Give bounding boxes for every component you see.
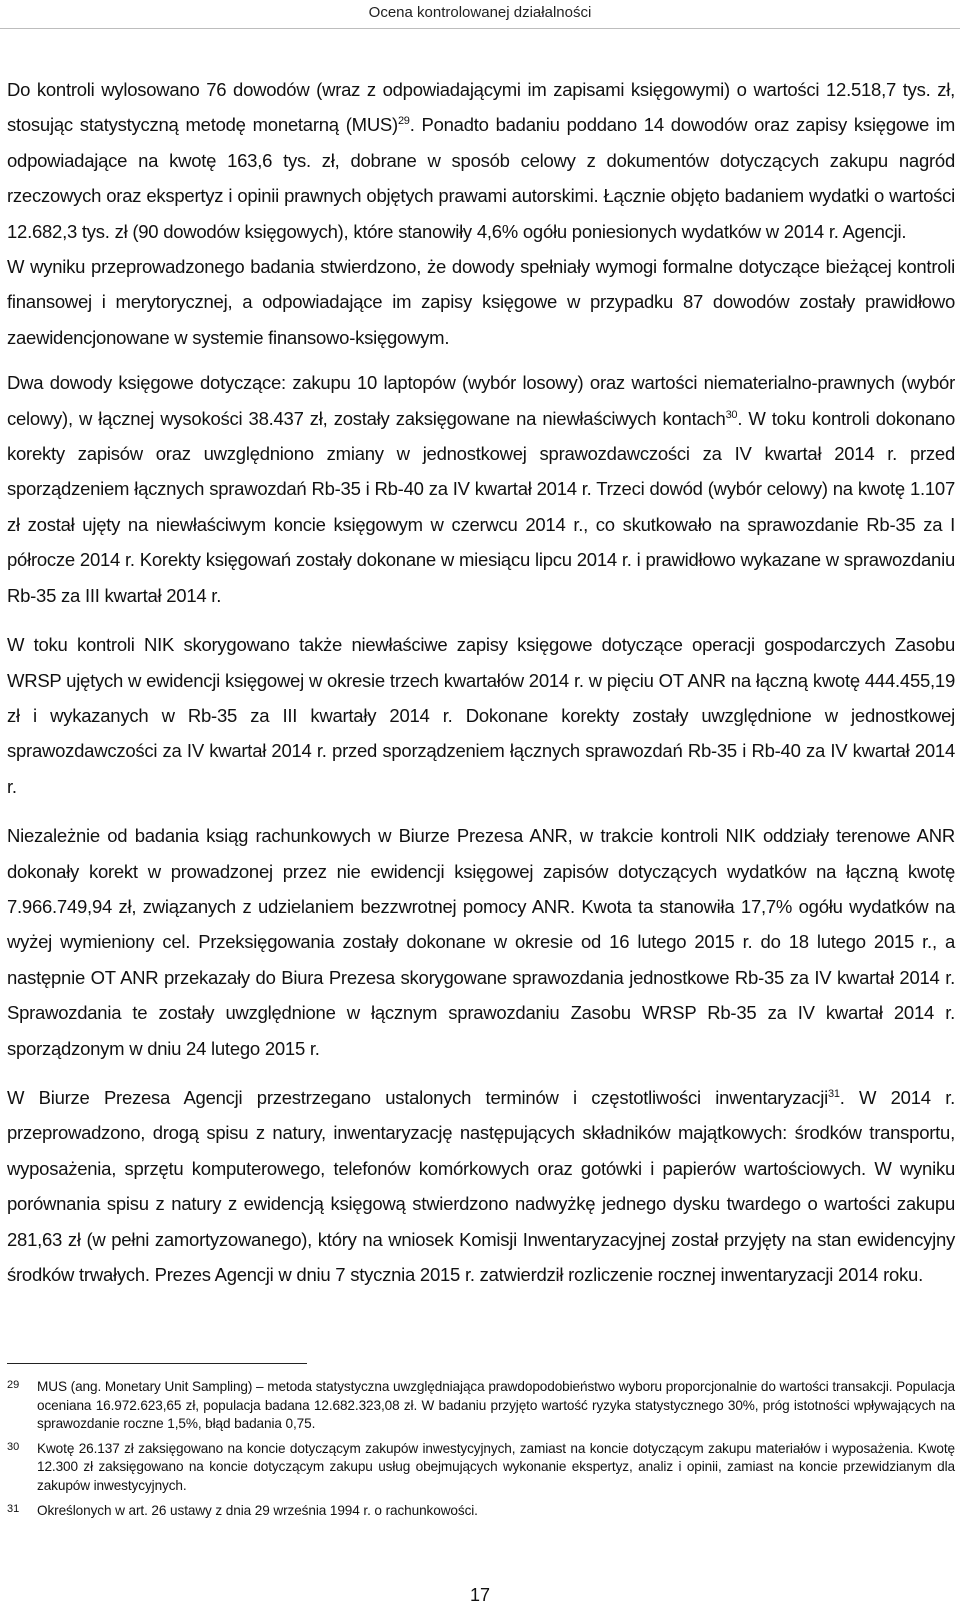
page-number: 17 [469,1585,491,1605]
footnote-30 [7,1440,955,1496]
footnote-text: Określonych w art. 26 ustawy z dnia 29 września 1994 r. o rachunkowości. [37,1502,478,1518]
footnote-ref-30[interactable]: 30 [725,408,738,421]
paragraph-6 [7,1080,955,1292]
footnote-ref-29[interactable]: 29 [397,115,410,128]
footnote-29 [7,1378,955,1434]
paragraph-3-text-a: Dwa dowody księgowe dotyczące: zakupu 10 laptopów (wybór losowy) oraz wartości niematerialno-prawnych (wybór celowy), w łącznej wysokości 38.437 zł, zostały zaksięgowane na niewłaściwych kontach [7,372,955,429]
paragraph-5: Niezależnie od badania ksiąg rachunkowych w Biurze Prezesa ANR, w trakcie kontroli NIK oddziały terenowe ANR dokonały korekt w prowadzonej przez nie ewidencji księgowej zapisów dotyczących wydatków na łączną kwotę 7.966.749,94 zł, związanych z udzielaniem bezzwrotnej pomocy ANR. Kwota ta stanowiła 17,7% ogółu wydatków na wyżej wymieniony cel. Przeksięgowania zostały dokonane w okresie od 16 lutego 2015 r. do 18 lutego 2015 r., a następnie OT ANR przekazały do Biura Prezesa skorygowane sprawozdania jednostkowe Rb-35 za IV kwartał 2014 r. Sprawozdania te zostały uwzględnione w łącznym sprawozdaniu Zasobu WRSP Rb-35 za IV kwartał 2014 r. sporządzonym w dniu 24 lutego 2015 r. [7,825,955,1059]
footnote-ref-31[interactable]: 31 [827,1087,840,1100]
paragraph-1 [7,72,955,249]
footnote-number: 30 [7,1440,20,1453]
paragraph-6-text-a: W Biurze Prezesa Agencji przestrzegano ustalonych terminów i częstotliwości inwentaryzacji [7,1086,828,1108]
footnote-number: 31 [7,1502,20,1515]
footnote-text: MUS (ang. Monetary Unit Sampling) – metoda statystyczna uwzględniająca prawdopodobieństwo wyboru proporcjonalnie do wartości transakcji. Populacja oceniana 16.972.623,65 zł, populacja badana 12.682.323,08 zł. W badaniu przyjęto wartość ryzyka statystycznego 30%, próg istotności wpływających na sprawozdanie roczne 1,5%, błąd badania 0,75. [37,1379,955,1432]
header-divider [0,28,960,29]
main-body [7,72,955,1292]
paragraph-1-text-a: Do kontroli wylosowano 76 dowodów (wraz z odpowiadającymi im zapisami księgowymi) o wartości 12.518,7 tys. zł, stosując statystyczną metodę monetarną (MUS) [7,79,955,136]
paragraph-2: W wyniku przeprowadzonego badania stwierdzono, że dowody spełniały wymogi formalne dotyczące bieżącej kontroli finansowej i merytorycznej, a odpowiadające im zapisy księgowe w przypadku 87 dowodów zostały prawidłowo zaewidencjonowane w systemie finansowo-księgowym. [7,256,955,348]
footnote-text: Kwotę 26.137 zł zaksięgowano na koncie dotyczącym zakupów inwestycyjnych, zamiast na koncie dotyczącym zakupu materiałów i wyposażenia. Kwotę 12.300 zł zaksięgowano na koncie dotyczącym zakupu usług obejmujących wykonanie ekspertyz, analiz i opinii, zamiast na koncie przewidzianym dla zakupów inwestycyjnych. [37,1440,955,1493]
footnote-number: 29 [7,1379,20,1391]
footnote-31 [7,1502,955,1521]
paragraph-1-text-b: . Ponadto badaniu poddano 14 dowodów oraz zapisy księgowe im odpowiadające na kwotę 163,6 tys. zł, dobrane w sposób celowy z dokumentów dotyczących zakupu nagród rzeczowych oraz ekspertyz i opinii prawnych objętych prawami autorskimi. Łącznie objęto badaniem wydatki o wartości 12.682,3 tys. zł (90 dowodów księgowych), które stanowiły 4,6% ogółu poniesionych wydatków w 2014 r. Agencji. [7,114,955,242]
footnotes [7,1378,955,1520]
paragraph-4: W toku kontroli NIK skorygowano także niewłaściwe zapisy księgowe dotyczące operacji gospodarczych Zasobu WRSP ujętych w ewidencji księgowej w okresie trzech kwartałów 2014 r. w pięciu OT ANR na łączną kwotę 444.455,19 zł i wykazanych w Rb-35 za III kwartały 2014 r. Dokonane korekty zostały uwzględnione w jednostkowej sprawozdawczości za IV kwartał 2014 r. przed sporządzeniem łącznych sprawozdań Rb-35 i Rb-40 za IV kwartał 2014 r. [7,634,955,797]
footnote-separator [7,1363,307,1364]
running-title: Ocena kontrolowanej działalności [368,4,592,21]
paragraph-3 [7,365,955,613]
paragraph-6-text-b: . W 2014 r. przeprowadzono, drogą spisu z natury, inwentaryzację następujących składników majątkowych: środków transportu, wyposażenia, sprzętu komputerowego, telefonów komórkowych oraz gotówki i papierów wartościowych. W wyniku porównania spisu z natury z ewidencją księgową stwierdzono nadwyżkę jednego dysku twardego o wartości zakupu 281,63 zł (w pełni zamortyzowanego), który na wniosek Komisji Inwentaryzacyjnej został przyjęty na stan ewidencyjny środków trwałych. Prezes Agencji w dniu 7 stycznia 2015 r. zatwierdził rozliczenie rocznej inwentaryzacji 2014 roku. [7,1086,955,1285]
paragraph-3-text-b: . W toku kontroli dokonano korekty zapisów oraz uwzględniono zmiany w jednostkowej sprawozdawczości za IV kwartał 2014 r. przed sporządzeniem łącznych sprawozdań Rb-35 i Rb-40 za IV kwartał 2014 r. Trzeci dowód (wybór celowy) na kwotę 1.107 zł został ujęty na niewłaściwym koncie księgowym w czerwcu 2014 r., co skutkowało na sprawozdanie Rb-35 za I półrocze 2014 r. Korekty księgowań zostały dokonane w miesiącu lipcu 2014 r. i prawidłowo wykazane w sprawozdaniu Rb-35 za III kwartał 2014 r. [7,407,955,606]
